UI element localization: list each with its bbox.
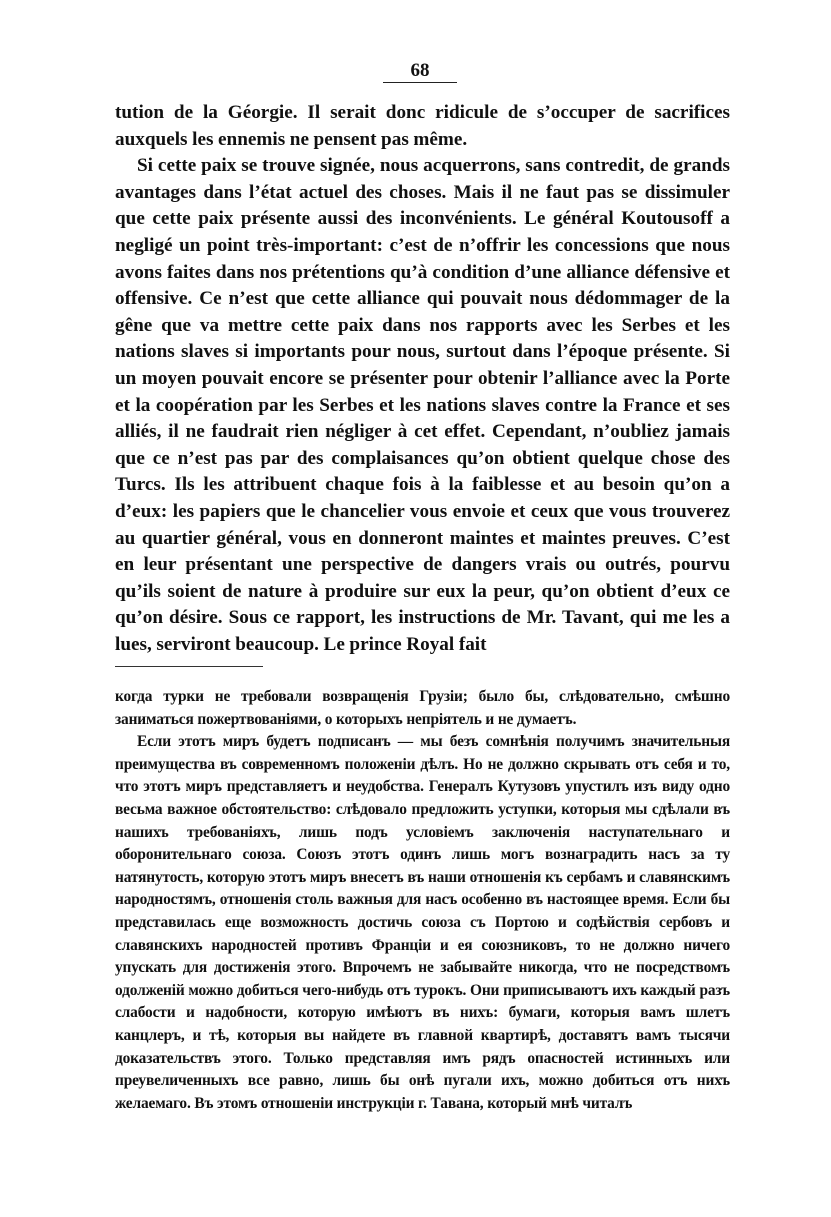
french-text-block (115, 100, 730, 658)
french-paragraph-main: Si cette paix se trouve signée, nous acquerrons, sans contredit, de grands avantages dans l’état actuel des choses. Mais il ne faut pas se dissimuler que cette paix présente aussi des inconvénients. Le général Koutousoff a negligé un point très-important: c’est de n’offrir les concessions que nous avons faites dans nos prétentions qu’à condition d’une alliance défensive et offensive. Ce n’est que cette alliance qui pouvait nous dédommager de la gêne que va mettre cette paix dans nos rapports avec les Serbes et les nations slaves si importants pour nous, surtout dans l’époque présente. Si un moyen pouvait encore se présenter pour obtenir l’alliance avec la Porte et la coopération par les Serbes et les nations slaves contre la France et ses alliés, il ne faudrait rien négliger à cet effet. Cependant, n’oubliez jamais que ce n’est pas par des complaisances qu’on obtient quelque chose des Turcs. Ils les attribuent chaque fois à la faiblesse et au besoin qu’on a d’eux: les papiers que le chancelier vous envoie et ceux que vous trouverez au quartier général, vous en donneront maintes et maintes preuves. C’est en leur présentant une perspective de dangers vrais ou outrés, pourvu qu’ils soient de nature à produire sur eux la peur, qu’on obtient d’eux ce qu’on désire. Sous ce rapport, les instructions de Mr. Tavant, qui me les a lues, serviront beaucoup. Le prince Royal fait (115, 155, 730, 655)
page-number: 68 (410, 60, 430, 81)
page-number-underline (383, 82, 457, 83)
russian-translation-block (115, 686, 730, 1115)
russian-paragraph-continuation: когда турки не требовали возвращенія Грузіи; было бы, слѣдовательно, смѣшно заниматься пожертвованіями, о которыхъ непріятель и не думаетъ. (115, 688, 730, 728)
footnote-separator-line (115, 666, 263, 667)
french-paragraph-continuation: tution de la Géorgie. Il serait donc ridicule de s’occuper de sacrifices auxquels les ennemis ne pensent pas même. (115, 102, 730, 150)
russian-paragraph-main: Если этотъ миръ будетъ подписанъ — мы безъ сомнѣнія получимъ значительныя преимущества въ современномъ положеніи дѣлъ. Но не должно скрывать отъ себя и то, что этотъ миръ представляетъ и неудобства. Генералъ Кутузовъ упустилъ изъ виду одно весьма важное обстоятельство: слѣдовало предложить уступки, которыя мы сдѣлали въ нашихъ требованіяхъ, лишь подъ условіемъ заключенія наступательнаго и оборонительнаго союза. Союзъ этотъ одинъ лишь могъ вознаградить насъ за ту натянутость, которую этотъ миръ внесетъ въ наши отношенія къ сербамъ и славянскимъ народностямъ, отношенія столь важныя для насъ особенно въ настоящее время. Если бы представилась еще возможность достичь союза съ Портою и содѣйствія сербовъ и славянскихъ народностей противъ Франціи и ея союзниковъ, то не должно ничего упускать для достиженія этого. Впрочемъ не забывайте никогда, что не посредствомъ одолженій можно добиться чего-нибудь отъ турокъ. Они приписываютъ ихъ каждый разъ слабости и надобности, которую имѣютъ въ нихъ: бумаги, которыя вамъ шлетъ канцлеръ, и тѣ, которыя вы найдете въ главной квартирѣ, доставятъ вамъ тысячи доказательствъ этого. Только представляя имъ рядъ опасностей истинныхъ или преувеличенныхъ все равно, лишь бы онѣ пугали ихъ, можно добиться отъ нихъ желаемаго. Въ этомъ отношеніи инструкціи г. Тавана, который мнѣ читалъ (115, 733, 730, 1112)
